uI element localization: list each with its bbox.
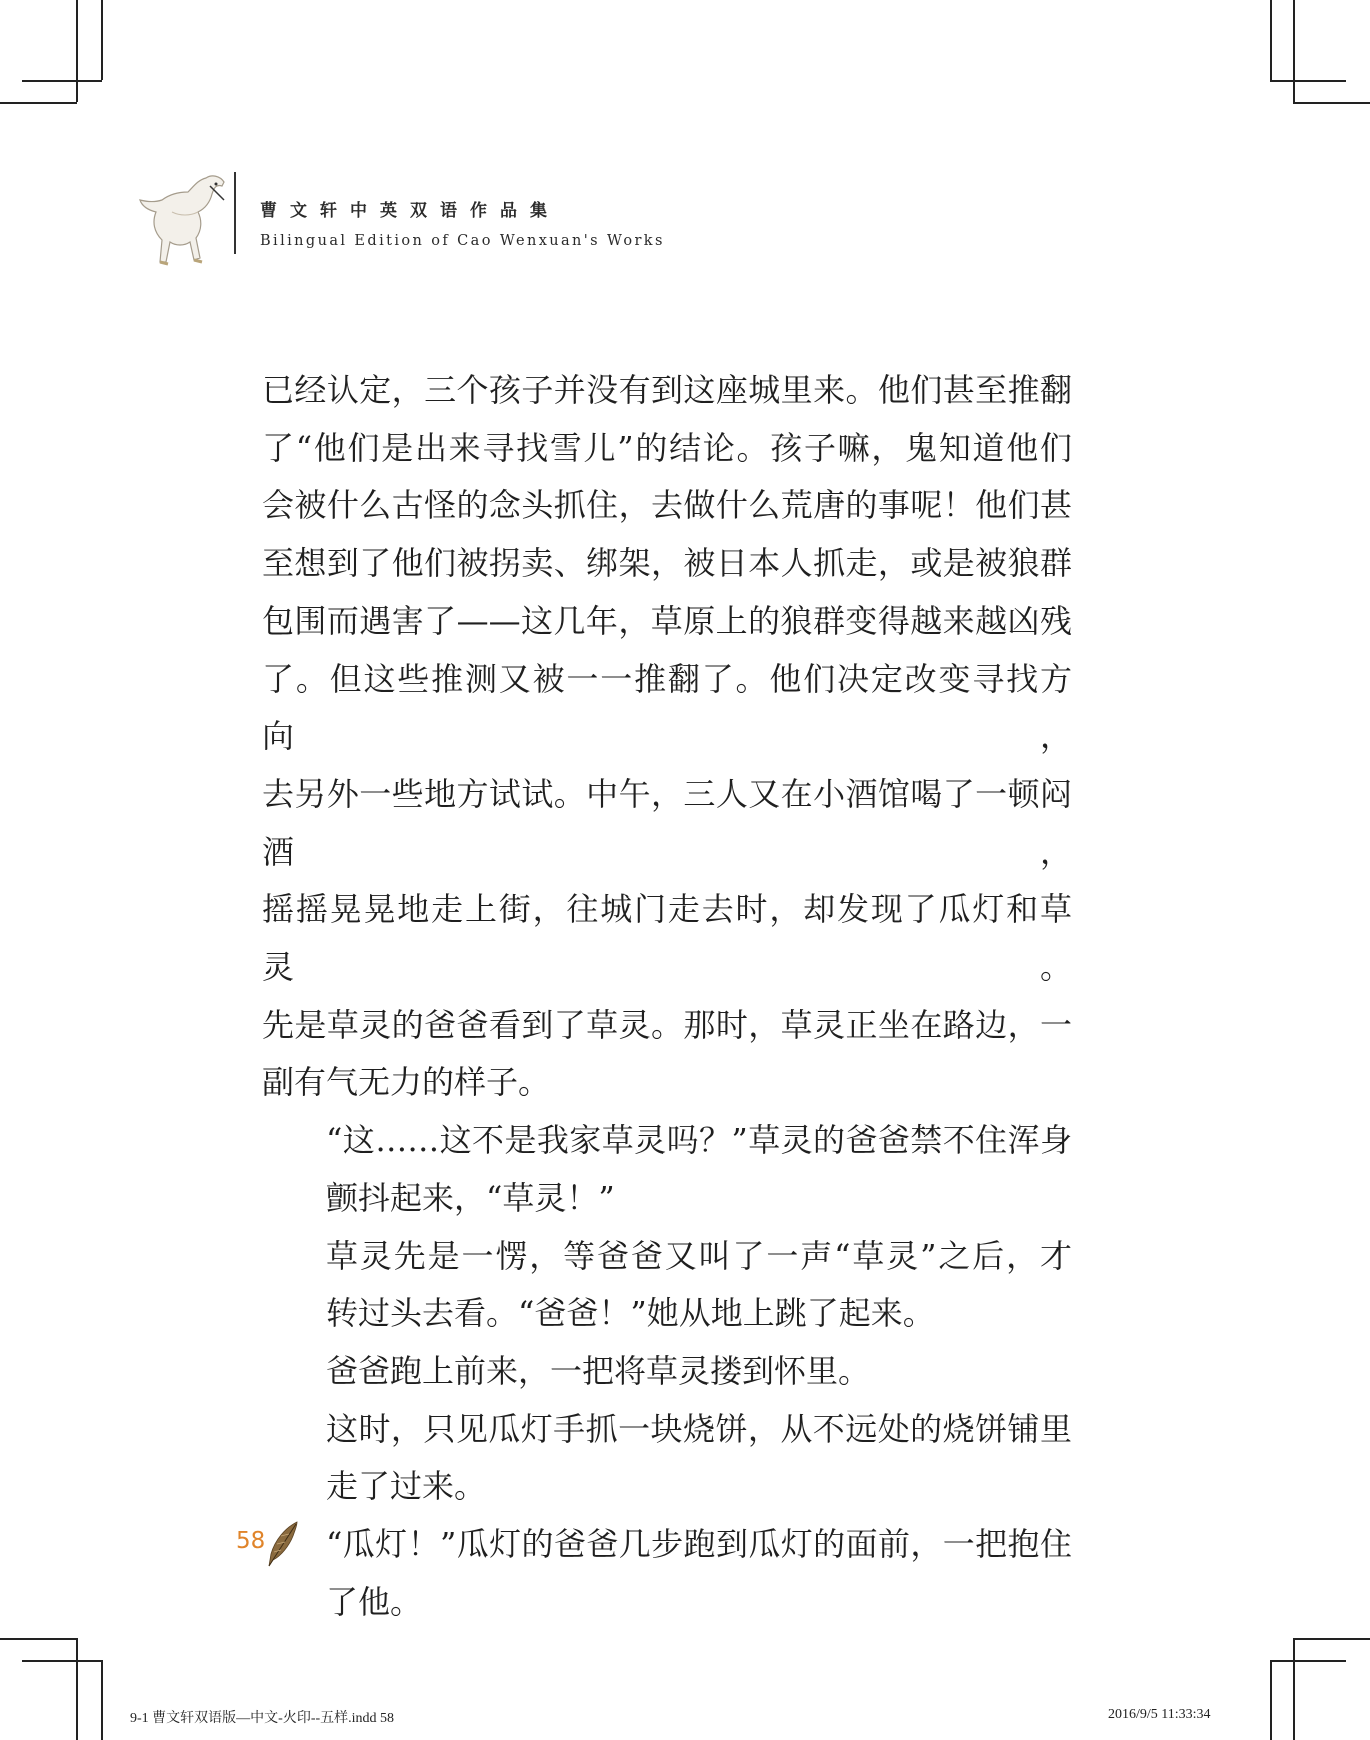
- text-line: 这时，只见瓜灯手抓一块烧饼，从不远处的烧饼铺里: [326, 1409, 1072, 1448]
- crop-mark: [1293, 1638, 1370, 1640]
- paragraph: [262, 1516, 1072, 1631]
- text-line: 了他。: [326, 1582, 423, 1621]
- text-line: 副有气无力的样子。: [262, 1063, 551, 1102]
- text-line: “瓜灯！”瓜灯的爸爸几步跑到瓜灯的面前，一把抱住: [326, 1525, 1072, 1564]
- crop-mark: [1270, 1660, 1346, 1662]
- paragraph: [262, 362, 1072, 1112]
- text-line: 爸爸跑上前来，一把将草灵搂到怀里。: [326, 1351, 871, 1390]
- crop-mark: [1270, 1660, 1272, 1740]
- body-text: [262, 362, 1072, 1631]
- paragraph: [262, 1112, 1072, 1227]
- crop-mark: [1270, 0, 1272, 80]
- crop-mark: [0, 1638, 77, 1640]
- crop-mark: [1293, 1638, 1295, 1740]
- series-title-cn: 曹文轩中英双语作品集: [260, 201, 560, 221]
- crop-mark: [1270, 80, 1346, 82]
- crop-mark: [22, 1660, 102, 1662]
- crop-mark: [0, 102, 77, 104]
- text-line: 颤抖起来，“草灵！”: [326, 1178, 615, 1217]
- crop-mark: [76, 0, 78, 102]
- footer-timestamp: 2016/9/5 11:33:34: [1108, 1707, 1211, 1722]
- crop-mark: [76, 1638, 78, 1740]
- text-line: 了“他们是出来寻找雪儿”的结论。孩子嘛，鬼知道他们: [262, 428, 1072, 467]
- feather-icon: [263, 1520, 303, 1570]
- crop-mark: [101, 1660, 103, 1740]
- page-number: 58: [236, 1528, 266, 1554]
- header-rule: [234, 172, 236, 254]
- text-line: 去另外一些地方试试。中午，三人又在小酒馆喝了一顿闷酒，: [262, 774, 1072, 871]
- series-title-en: Bilingual Edition of Cao Wenxuan's Works: [260, 233, 665, 249]
- text-line: “这……这不是我家草灵吗？”草灵的爸爸禁不住浑身: [326, 1121, 1072, 1160]
- text-line: 包围而遇害了——这几年，草原上的狼群变得越来越凶残: [262, 601, 1072, 640]
- white-horse-icon: [136, 166, 228, 276]
- text-line: 走了过来。: [326, 1467, 487, 1506]
- footer-file-info: 9-1 曹文轩双语版—中文-火印--五样.indd 58: [130, 1711, 395, 1726]
- text-line: 转过头去看。“爸爸！”她从地上跳了起来。: [326, 1294, 935, 1333]
- crop-mark: [1293, 102, 1370, 104]
- text-line: 了。但这些推测又被一一推翻了。他们决定改变寻找方向，: [262, 659, 1072, 756]
- text-line: 草灵先是一愣，等爸爸又叫了一声“草灵”之后，才: [326, 1236, 1072, 1275]
- crop-mark: [101, 0, 103, 80]
- text-line: 摇摇晃晃地走上街，往城门走去时，却发现了瓜灯和草灵。: [262, 890, 1072, 987]
- text-line: 先是草灵的爸爸看到了草灵。那时，草灵正坐在路边，一: [262, 1005, 1072, 1044]
- crop-mark: [1293, 0, 1295, 102]
- crop-mark: [22, 80, 102, 82]
- text-line: 至想到了他们被拐卖、绑架，被日本人抓走，或是被狼群: [262, 544, 1072, 583]
- text-line: 已经认定，三个孩子并没有到这座城里来。他们甚至推翻: [262, 371, 1072, 409]
- paragraph: [262, 1228, 1072, 1343]
- paragraph: [262, 1343, 1072, 1401]
- paragraph: [262, 1401, 1072, 1516]
- text-line: 会被什么古怪的念头抓住，去做什么荒唐的事呢！他们甚: [262, 486, 1072, 525]
